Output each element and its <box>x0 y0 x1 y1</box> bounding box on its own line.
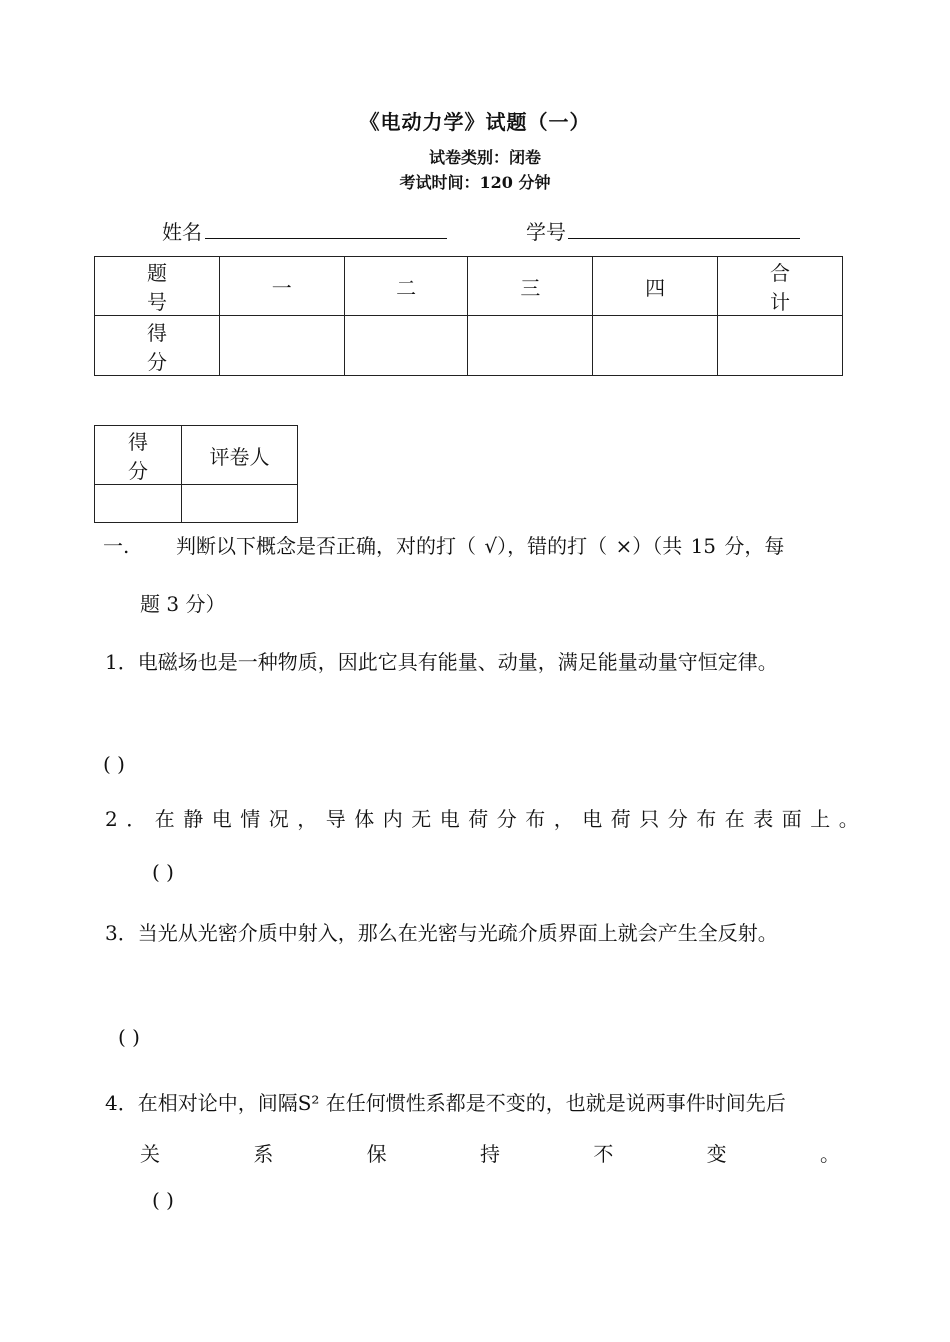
question-4-char: 系 <box>253 1142 274 1166</box>
score-table <box>94 256 843 376</box>
question-3: 3．当光从光密介质中射入，那么在光密与光疏介质界面上就会产生全反射。 <box>105 921 778 945</box>
question-2: 2．在静电情况，导体内无电荷分布，电荷只分布在表面上。 <box>105 807 868 831</box>
question-4-char: 变 <box>706 1142 727 1166</box>
student-id-field[interactable] <box>568 238 800 239</box>
answer-blank-3[interactable]: ( ) <box>118 1025 140 1049</box>
question-1: 1．电磁场也是一种物质，因此它具有能量、动量，满足能量动量守恒定律。 <box>105 650 778 674</box>
row-label-score: 得 分 <box>95 316 220 376</box>
section-instruction-cont: 题 3 分） <box>140 592 226 616</box>
question-4: 4．在相对论中，间隔S² 在任何惯性系都是不变的，也就是说两事件时间先后 <box>105 1091 786 1115</box>
question-4-char: 。 <box>819 1142 840 1166</box>
answer-blank-2[interactable]: ( ) <box>152 860 174 884</box>
section-instruction: 判断以下概念是否正确，对的打（ √），错的打（ ×）（共 15 分，每 <box>176 534 785 558</box>
col-header-4: 四 <box>593 257 718 316</box>
col-header-1: 一 <box>219 257 344 316</box>
grader-table <box>94 425 298 523</box>
row-label-question-number: 题 号 <box>95 257 220 316</box>
name-field[interactable] <box>205 238 447 239</box>
exam-time: 考试时间：120 分钟 <box>399 173 551 192</box>
score-cell-4[interactable] <box>593 316 718 376</box>
table-row <box>95 426 298 485</box>
grader-score-cell[interactable] <box>95 485 182 523</box>
question-4-cont <box>140 1138 840 1167</box>
col-header-2: 二 <box>344 257 468 316</box>
score-cell-2[interactable] <box>344 316 468 376</box>
question-4-char: 持 <box>479 1142 500 1166</box>
question-4-char: 关 <box>140 1142 160 1166</box>
exam-title: 《电动力学》试题（一） <box>359 110 591 134</box>
grader-name-cell[interactable] <box>182 485 298 523</box>
score-cell-1[interactable] <box>219 316 344 376</box>
name-label: 姓名 <box>162 220 202 244</box>
score-cell-3[interactable] <box>468 316 593 376</box>
question-4-spread-text <box>140 1138 840 1167</box>
exam-type: 试卷类别：闭卷 <box>428 148 541 167</box>
question-4-char: 不 <box>593 1142 614 1166</box>
student-id-label: 学号 <box>526 220 566 244</box>
grader-name-header: 评卷人 <box>182 426 298 485</box>
table-row <box>95 316 843 376</box>
answer-blank-4[interactable]: ( ) <box>152 1188 174 1212</box>
section-number: 一. <box>103 534 130 558</box>
answer-blank-1[interactable]: ( ) <box>103 752 125 776</box>
table-row <box>95 257 843 316</box>
col-header-3: 三 <box>468 257 593 316</box>
question-4-char: 保 <box>366 1142 387 1166</box>
grader-score-header: 得 分 <box>95 426 182 485</box>
col-header-total: 合 计 <box>718 257 843 316</box>
table-row <box>95 485 298 523</box>
score-cell-total[interactable] <box>718 316 843 376</box>
